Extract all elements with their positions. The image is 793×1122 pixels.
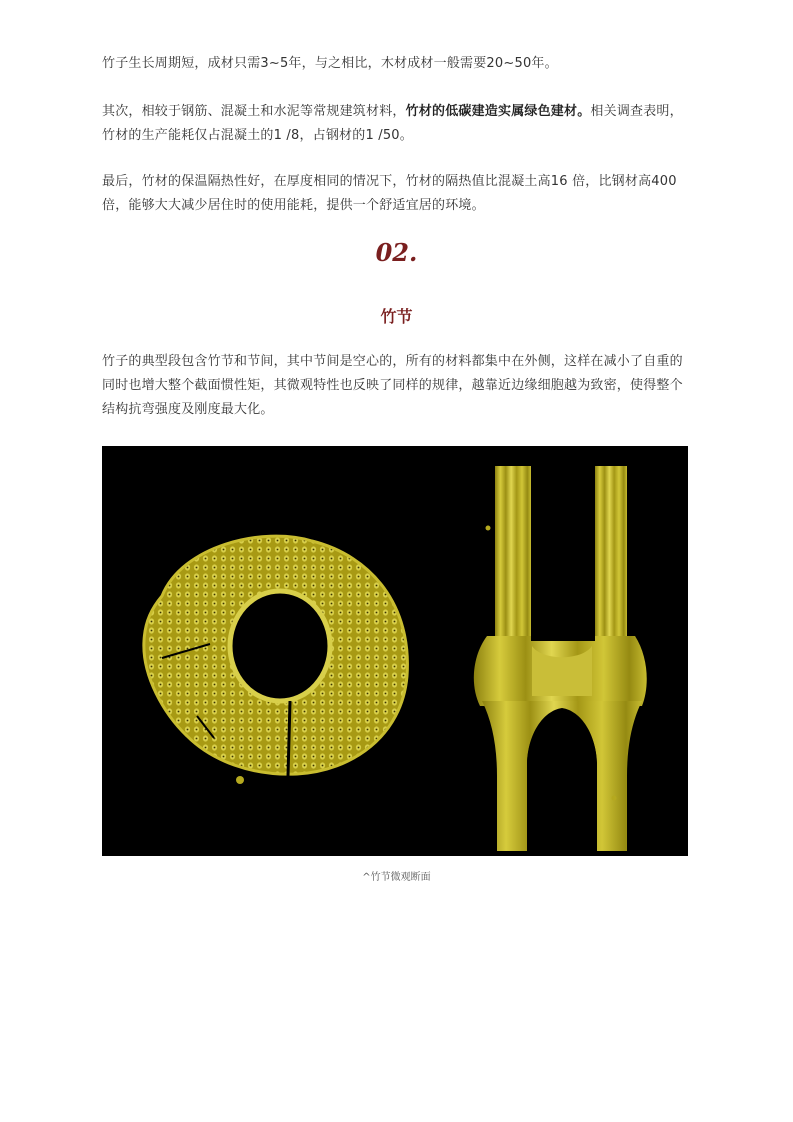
paragraph-bamboo-node: 竹子的典型段包含竹节和节间，其中节间是空心的，所有的材料都集中在外侧，这样在减小了自重的同时也增大整个截面惯性矩，其微观特性也反映了同样的规律，越靠近边缘细胞越为致密，使得整个结构抗弯强度及刚度最大化。 bbox=[102, 354, 683, 417]
section-title: 竹节 bbox=[380, 307, 413, 326]
bamboo-micro-section-image bbox=[102, 446, 688, 856]
section-number: 02. bbox=[375, 238, 418, 267]
paragraph-low-carbon bbox=[102, 100, 692, 148]
paragraph-low-carbon-highlight: 竹材的低碳建造实属绿色建材。 bbox=[405, 104, 591, 119]
bamboo-node-longitudinal-section bbox=[474, 466, 647, 856]
figure-caption: ^竹节微观断面 bbox=[362, 872, 431, 883]
paragraph-low-carbon-lead: 其次，相较于钢筋、混凝土和水泥等常规建筑材料， bbox=[102, 104, 406, 119]
paragraph-low-carbon-tail: 相关调查表明，竹材的生产能耗仅占混凝土的1 /8，占钢材的1 /50。 bbox=[102, 104, 683, 143]
bamboo-micro-section-illustration bbox=[102, 446, 688, 856]
paragraph-growth-cycle: 竹子生长周期短，成材只需3~5年，与之相比，木材成材一般需要20~50年。 bbox=[102, 56, 558, 71]
paragraph-insulation: 最后，竹材的保温隔热性好，在厚度相同的情况下，竹材的隔热值比混凝土高16 倍，比钢材高400 倍，能够大大减少居住时的使用能耗，提供一个舒适宜居的环境。 bbox=[102, 174, 677, 213]
bamboo-cross-section bbox=[144, 536, 408, 784]
